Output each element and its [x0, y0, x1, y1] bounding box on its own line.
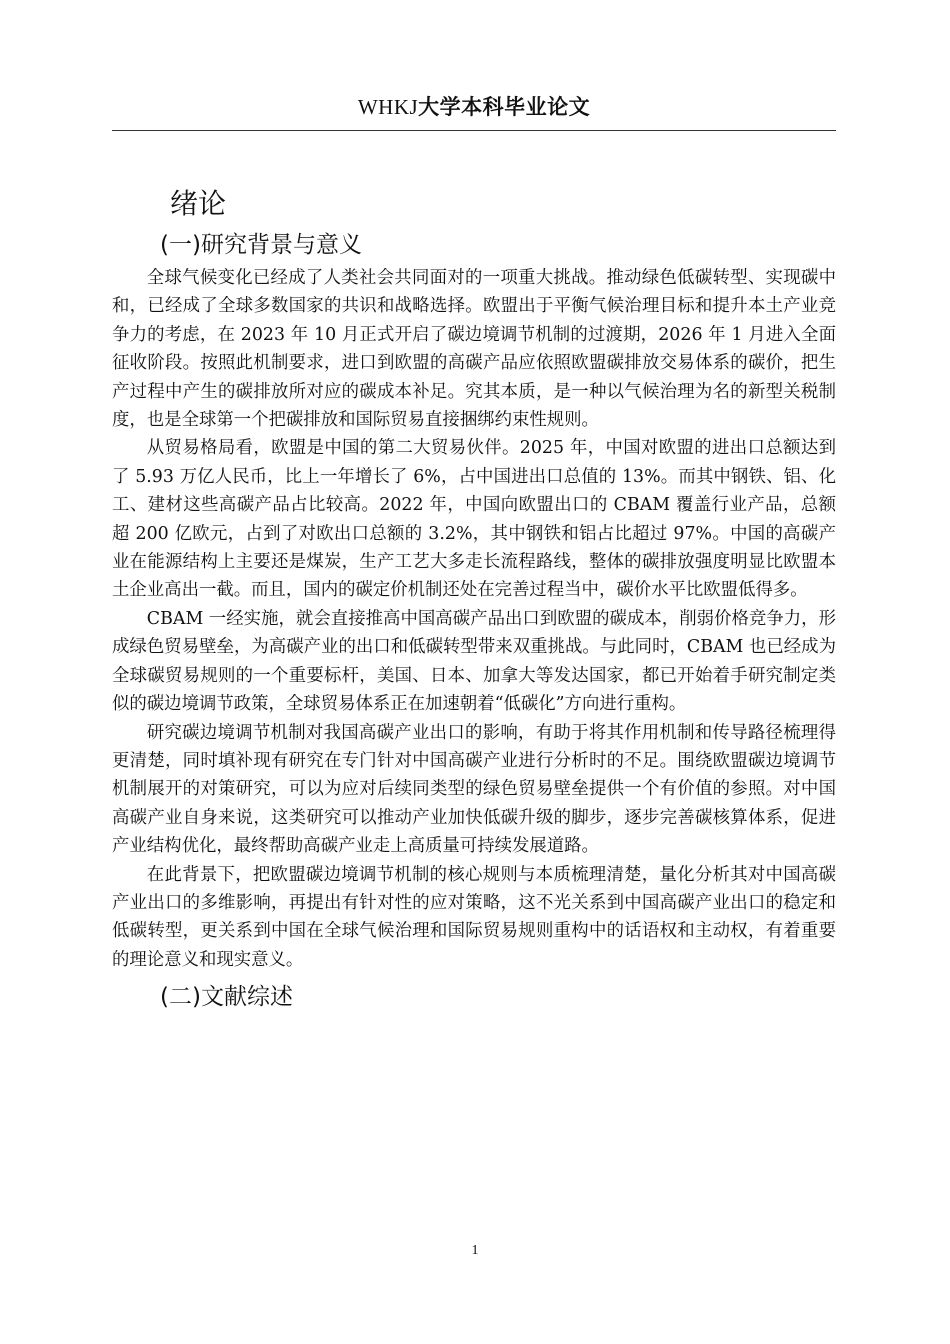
- body-text: [112, 264, 836, 1012]
- header-rule: [112, 130, 836, 131]
- paragraph: 研究碳边境调节机制对我国高碳产业出口的影响，有助于将其作用机制和传导路径梳理得更清楚，同时填补现有研究在专门针对中国高碳产业进行分析时的不足。围绕欧盟碳边境调节机制展开的对策研究，可以为应对后续同类型的绿色贸易壁垒提供一个有价值的参照。对中国高碳产业自身来说，这类研究可以推动产业加快低碳升级的脚步，逐步完善碳核算体系，促进产业结构优化，最终帮助高碳产业走上高质量可持续发展道路。: [112, 722, 836, 857]
- running-header: [112, 92, 836, 122]
- section-heading-background: (一)研究背景与意义: [160, 232, 362, 258]
- page-number: 1: [471, 1243, 479, 1258]
- section-heading-literature-review: (二)文献综述: [160, 984, 293, 1011]
- header-school-cjk: 大学本科毕业论文: [418, 95, 591, 119]
- paragraph: 全球气候变化已经成了人类社会共同面对的一项重大挑战。推动绿色低碳转型、实现碳中和，已经成了全球多数国家的共识和战略选择。欧盟出于平衡气候治理目标和提升本土产业竞争力的考虑，在 2023 年 10 月正式开启了碳边境调节机制的过渡期，2026 年 1 月进入全面征收阶段。按照此机制要求，进口到欧盟的高碳产品应依照欧盟碳排放交易体系的碳价，把生产过程中产生的碳排放所对应的碳成本补足。究其本质，是一种以气候治理为名的新型关税制度，也是全球第一个把碳排放和国际贸易直接捆绑约束性规则。: [112, 268, 836, 431]
- header-school-latin: WHKJ: [357, 95, 419, 119]
- paragraph: 在此背景下，把欧盟碳边境调节机制的核心规则与本质梳理清楚，量化分析其对中国高碳产业出口的多维影响，再提出有针对性的应对策略，这不光关系到中国高碳产业出口的稳定和低碳转型，更关系到中国在全球气候治理和国际贸易规则重构中的话语权和主动权，有着重要的理论意义和现实意义。: [112, 864, 836, 970]
- chapter-title: 绪论: [170, 187, 227, 220]
- paragraph: 从贸易格局看，欧盟是中国的第二大贸易伙伴。2025 年，中国对欧盟的进出口总额达到了 5.93 万亿人民币，比上一年增长了 6%，占中国进出口总值的 13%。而其中钢铁、铝、化工、建材这些高碳产品占比较高。2022 年，中国向欧盟出口的 CBAM 覆盖行业产品，总额超 200 亿欧元，占到了对欧出口总额的 3.2%，其中钢铁和铝占比超过 97%。中国的高碳产业在能源结构上主要还是煤炭，生产工艺大多走长流程路线，整体的碳排放强度明显比欧盟本土企业高出一截。而且，国内的碳定价机制还处在完善过程当中，碳价水平比欧盟低得多。: [112, 438, 836, 601]
- paragraph: CBAM 一经实施，就会直接推高中国高碳产品出口到欧盟的碳成本，削弱价格竞争力，形成绿色贸易壁垒，为高碳产业的出口和低碳转型带来双重挑战。与此同时，CBAM 也已经成为全球碳贸易规则的一个重要标杆，美国、日本、加拿大等发达国家，都已开始着手研究制定类似的碳边境调节政策，全球贸易体系正在加速朝着“低碳化”方向进行重构。: [112, 608, 836, 715]
